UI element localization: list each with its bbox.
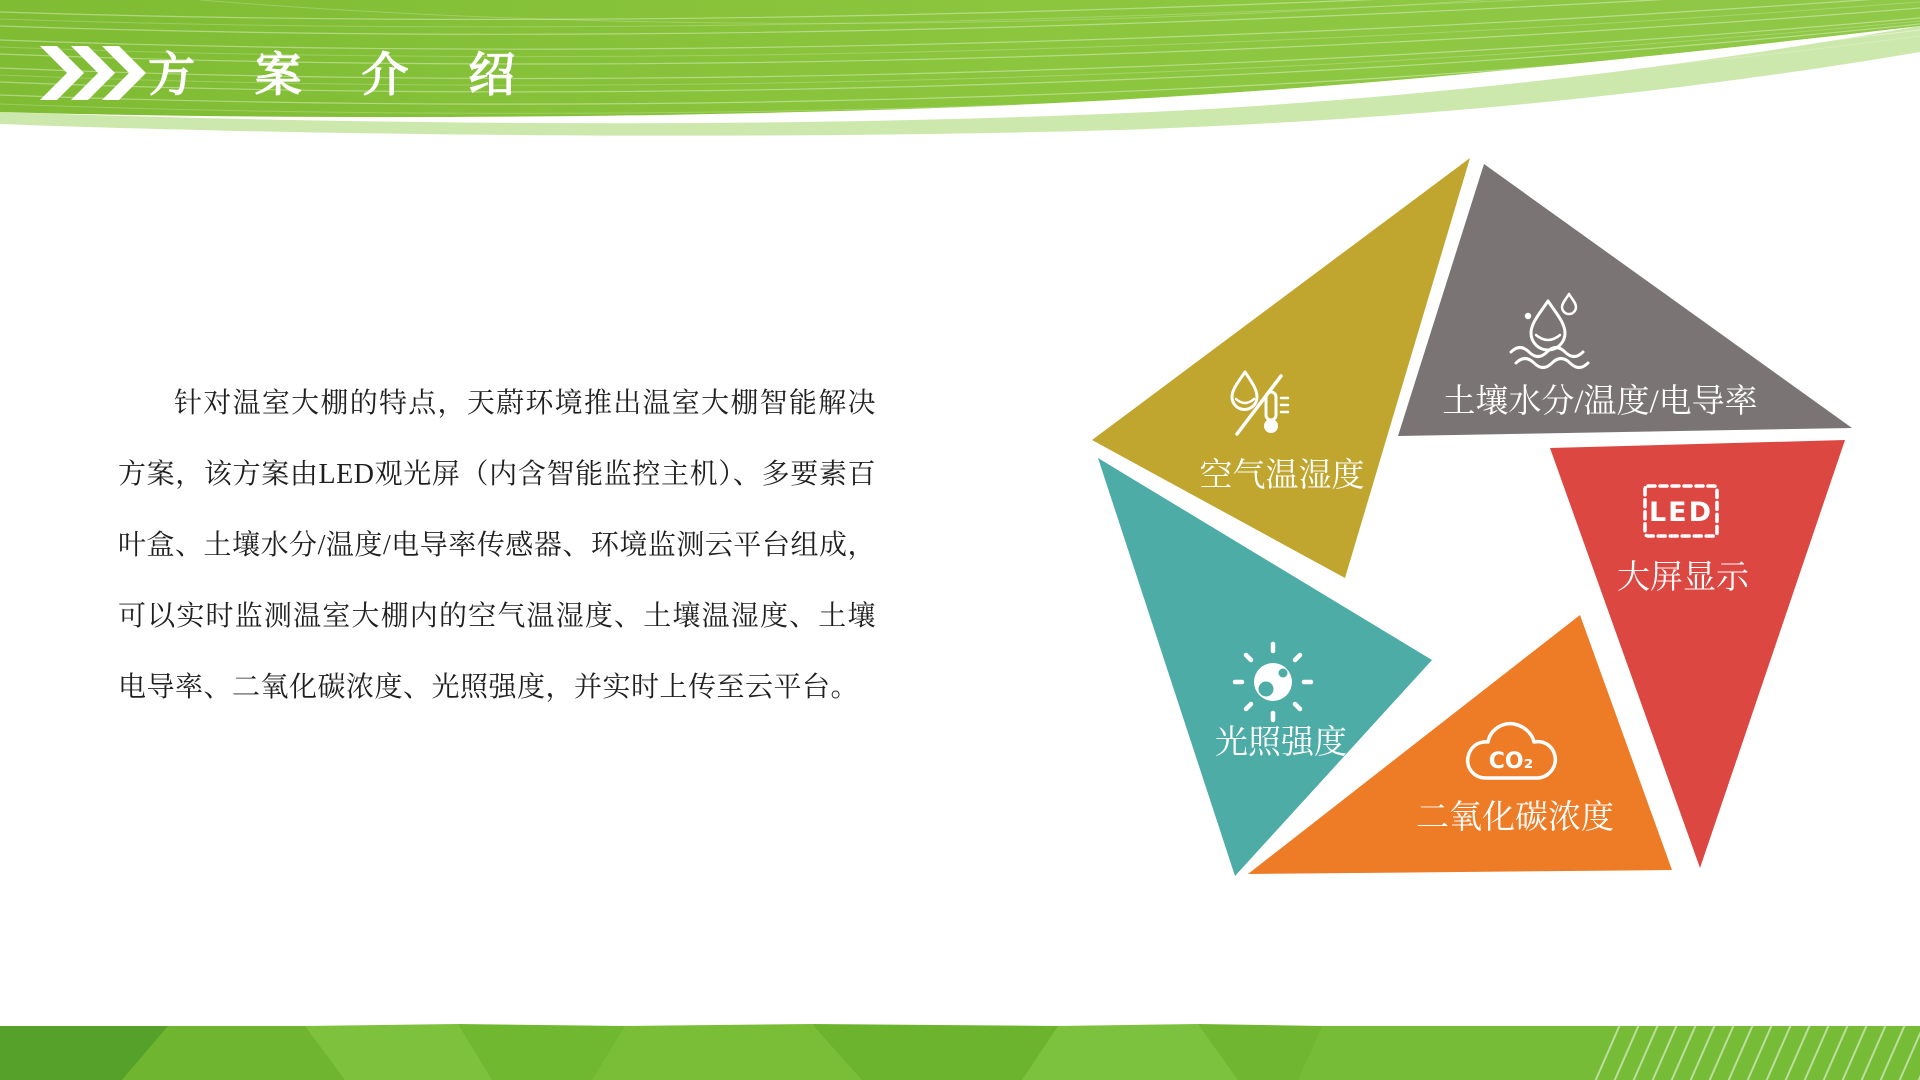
label-light: 光照强度 — [1215, 725, 1347, 761]
footer-band — [0, 1018, 1920, 1080]
page-title: 方 案 介 绍 — [148, 50, 540, 102]
label-led-display: 大屏显示 — [1617, 560, 1749, 596]
triangle-soil — [1398, 164, 1852, 436]
svg-text:LED: LED — [1648, 497, 1714, 528]
svg-text:CO₂: CO₂ — [1488, 749, 1534, 774]
label-soil: 土壤水分/温度/电导率 — [1442, 384, 1758, 420]
label-co2: 二氧化碳浓度 — [1416, 800, 1614, 836]
label-air-temp-humidity: 空气温湿度 — [1199, 458, 1365, 494]
footer-facets — [0, 1024, 1920, 1080]
intro-paragraph: 针对温室大棚的特点，天蔚环境推出温室大棚智能解决方案，该方案由LED观光屏（内含智能监控主机）、多要素百叶盒、土壤水分/温度/电导率传感器、环境监测云平台组成，可以实时监测温室大棚内的空气温湿度、土壤温湿度、土壤电导率、二氧化碳浓度、光照强度，并实时上传至云平台。 — [118, 388, 876, 703]
